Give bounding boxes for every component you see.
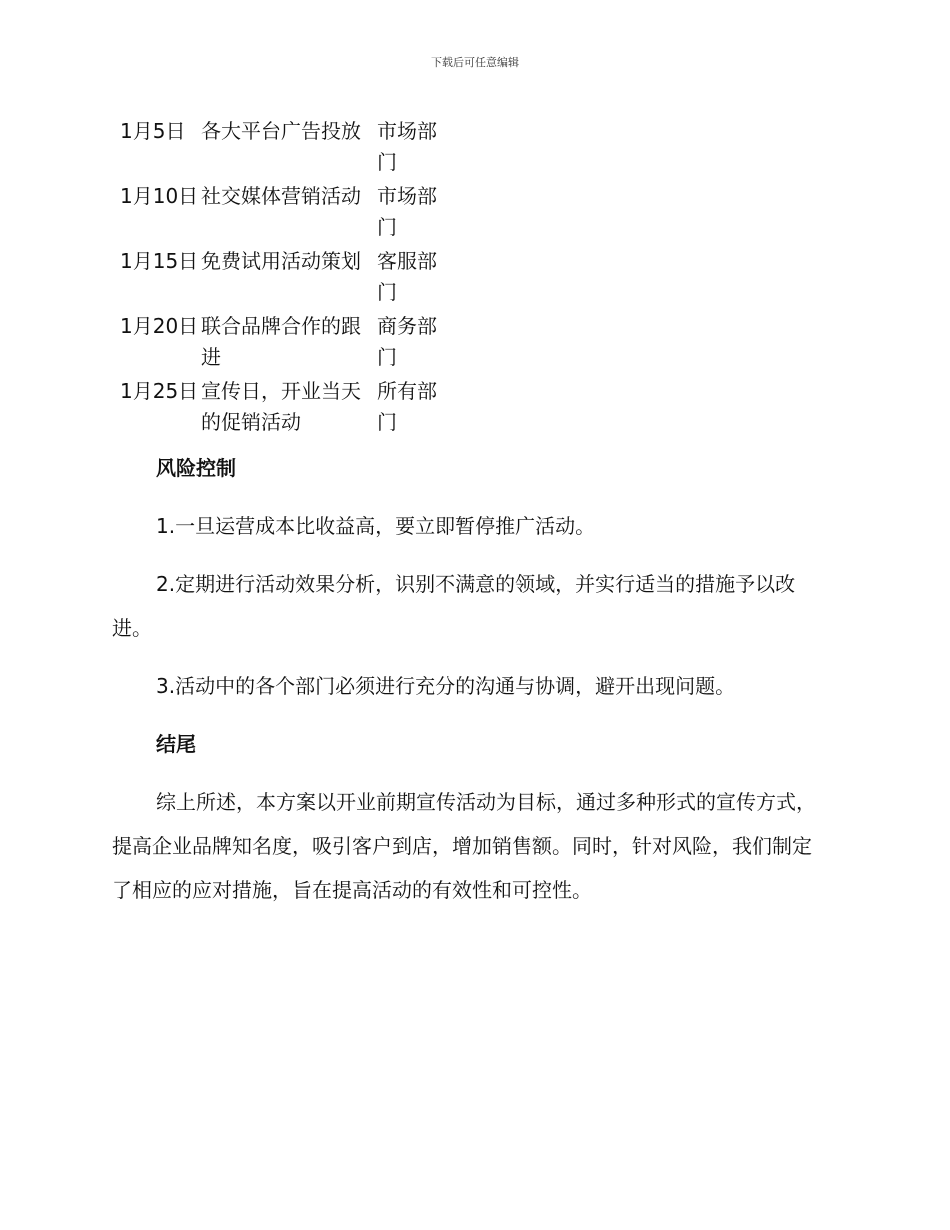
page-header: 下载后可任意编辑 (431, 56, 519, 69)
risk-item-3: 3.活动中的各个部门必须进行充分的沟通与协调，避开出现问题。 (156, 674, 736, 698)
schedule-date: 1月25日 (120, 379, 199, 403)
schedule-department: 市场部门 (377, 184, 437, 239)
schedule-department: 所有部门 (377, 379, 437, 434)
conclusion-paragraph: 综上所述，本方案以开业前期宣传活动为目标，通过多种形式的宣传方式，提高企业品牌知名度，吸引客户到店，增加销售额。同时，针对风险，我们制定了相应的应对措施，旨在提高活动的有效性和可控性。 (112, 790, 816, 902)
schedule-date: 1月5日 (120, 119, 186, 143)
risk-item-2: 2.定期进行活动效果分析，识别不满意的领域，并实行适当的措施予以改进。 (112, 572, 796, 640)
schedule-department: 商务部门 (377, 314, 437, 369)
table-row (112, 246, 437, 311)
schedule-date: 1月15日 (120, 249, 199, 273)
table-row (112, 311, 437, 376)
schedule-date: 1月20日 (120, 314, 199, 338)
schedule-activity: 联合品牌合作的跟进 (201, 314, 361, 369)
schedule-activity: 免费试用活动策划 (201, 249, 361, 273)
schedule-table (112, 116, 437, 441)
schedule-department: 市场部门 (377, 119, 437, 174)
table-row (112, 376, 437, 441)
schedule-activity: 宣传日，开业当天的促销活动 (201, 379, 361, 434)
table-row (112, 181, 437, 246)
schedule-activity: 各大平台广告投放 (201, 119, 361, 143)
schedule-date: 1月10日 (120, 184, 199, 208)
conclusion-heading: 结尾 (156, 732, 196, 756)
risk-heading: 风险控制 (156, 456, 236, 480)
risk-item-1: 1.一旦运营成本比收益高，要立即暂停推广活动。 (156, 514, 596, 538)
schedule-activity: 社交媒体营销活动 (201, 184, 361, 208)
schedule-department: 客服部门 (377, 249, 437, 304)
table-row (112, 116, 437, 181)
